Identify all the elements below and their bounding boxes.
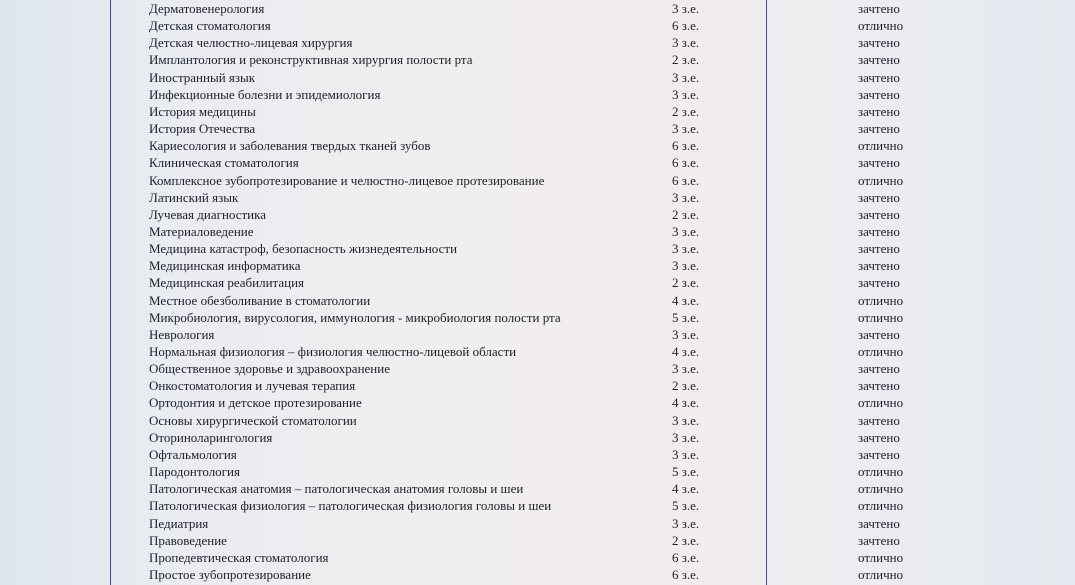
subject-name: Пропедевтическая стоматология bbox=[149, 549, 329, 565]
subject-name: Имплантология и реконструктивная хирургия полости рта bbox=[149, 52, 473, 68]
credit-units: 4 з.е. bbox=[672, 292, 700, 308]
grade: зачтено bbox=[858, 121, 900, 137]
table-row bbox=[0, 515, 1075, 532]
credit-units: 3 з.е. bbox=[672, 189, 700, 205]
subject-name: Микробиология, вирусология, иммунология - микробиология полости рта bbox=[149, 309, 561, 325]
credit-units: 6 з.е. bbox=[672, 18, 700, 34]
table-row bbox=[0, 137, 1075, 154]
credit-units: 4 з.е. bbox=[672, 481, 700, 497]
table-row bbox=[0, 326, 1075, 343]
table-row bbox=[0, 480, 1075, 497]
table-row bbox=[0, 343, 1075, 360]
subject-name: Медицина катастроф, безопасность жизнедеятельности bbox=[149, 241, 458, 257]
subject-name: Материаловедение bbox=[149, 223, 254, 239]
credit-units: 3 з.е. bbox=[672, 446, 700, 462]
subject-name: Лучевая диагностика bbox=[149, 206, 267, 222]
subject-name: Иностранный язык bbox=[149, 69, 256, 85]
table-row bbox=[0, 120, 1075, 137]
table-row bbox=[0, 274, 1075, 291]
grade: отлично bbox=[858, 395, 904, 411]
table-row bbox=[0, 86, 1075, 103]
subject-name: Инфекционные болезни и эпидемиология bbox=[149, 86, 381, 102]
grade: зачтено bbox=[858, 223, 900, 239]
credit-units: 2 з.е. bbox=[672, 378, 700, 394]
credit-units: 2 з.е. bbox=[672, 206, 700, 222]
credit-units: 6 з.е. bbox=[672, 549, 700, 565]
table-row bbox=[0, 532, 1075, 549]
grade: зачтено bbox=[858, 378, 900, 394]
table-row bbox=[0, 497, 1075, 514]
credit-units: 5 з.е. bbox=[672, 498, 700, 514]
table-row bbox=[0, 223, 1075, 240]
subject-name: Пародонтология bbox=[149, 464, 240, 480]
table-row bbox=[0, 292, 1075, 309]
table-row bbox=[0, 172, 1075, 189]
grade: отлично bbox=[858, 172, 904, 188]
credit-units: 3 з.е. bbox=[672, 412, 700, 428]
table-row bbox=[0, 549, 1075, 566]
credit-units: 5 з.е. bbox=[672, 464, 700, 480]
table-row bbox=[0, 189, 1075, 206]
credit-units: 6 з.е. bbox=[672, 566, 700, 582]
table-row bbox=[0, 103, 1075, 120]
credit-units: 3 з.е. bbox=[672, 86, 700, 102]
table-row bbox=[0, 240, 1075, 257]
grade: зачтено bbox=[858, 206, 900, 222]
table-row bbox=[0, 394, 1075, 411]
table-row bbox=[0, 257, 1075, 274]
subject-name: Основы хирургической стоматологии bbox=[149, 412, 357, 428]
subject-name: Медицинская информатика bbox=[149, 258, 301, 274]
grade: зачтено bbox=[858, 258, 900, 274]
grade: зачтено bbox=[858, 532, 900, 548]
subject-name: Латинский язык bbox=[149, 189, 239, 205]
table-row bbox=[0, 69, 1075, 86]
credit-units: 6 з.е. bbox=[672, 138, 700, 154]
credit-units: 2 з.е. bbox=[672, 275, 700, 291]
subject-name: Комплексное зубопротезирование и челюстно-лицевое протезирование bbox=[149, 172, 545, 188]
table-row bbox=[0, 154, 1075, 171]
credit-units: 3 з.е. bbox=[672, 121, 700, 137]
credit-units: 3 з.е. bbox=[672, 1, 700, 16]
grade: зачтено bbox=[858, 103, 900, 119]
credit-units: 2 з.е. bbox=[672, 52, 700, 68]
subject-name: Офтальмология bbox=[149, 446, 237, 462]
table-row bbox=[0, 446, 1075, 463]
grade: отлично bbox=[858, 464, 904, 480]
grade: зачтено bbox=[858, 1, 900, 16]
subject-name: Онкостоматология и лучевая терапия bbox=[149, 378, 356, 394]
grade: отлично bbox=[858, 309, 904, 325]
subject-name: Патологическая анатомия – патологическая анатомия головы и шеи bbox=[149, 481, 524, 497]
credit-units: 5 з.е. bbox=[672, 309, 700, 325]
subject-name: Местное обезболивание в стоматологии bbox=[149, 292, 371, 308]
table-row bbox=[0, 17, 1075, 34]
credit-units: 4 з.е. bbox=[672, 344, 700, 359]
grade: зачтено bbox=[858, 69, 900, 85]
subject-name: Кариесология и заболевания твердых тканей зубов bbox=[149, 138, 431, 154]
credit-units: 4 з.е. bbox=[672, 395, 700, 411]
grade: отлично bbox=[858, 566, 904, 582]
credit-units: 3 з.е. bbox=[672, 69, 700, 85]
grade: отлично bbox=[858, 344, 904, 359]
subject-name: Ортодонтия и детское протезирование bbox=[149, 395, 362, 411]
subject-name: Клиническая стоматология bbox=[149, 155, 299, 171]
grade: отлично bbox=[858, 292, 904, 308]
credit-units: 3 з.е. bbox=[672, 429, 700, 445]
grade: зачтено bbox=[858, 52, 900, 68]
grade: зачтено bbox=[858, 241, 900, 257]
subject-name: Детская челюстно-лицевая хирургия bbox=[149, 35, 353, 51]
credit-units: 2 з.е. bbox=[672, 103, 700, 119]
subject-name: Медицинская реабилитация bbox=[149, 275, 305, 291]
table-row bbox=[0, 51, 1075, 68]
grade: отлично bbox=[858, 549, 904, 565]
subject-name: Нормальная физиология – физиология челюстно-лицевой области bbox=[149, 344, 517, 359]
table-row bbox=[0, 0, 1075, 17]
table-row bbox=[0, 463, 1075, 480]
credit-units: 6 з.е. bbox=[672, 155, 700, 171]
credit-units: 3 з.е. bbox=[672, 326, 700, 342]
subject-name: Правоведение bbox=[149, 532, 227, 548]
subject-name: Простое зубопротезирование bbox=[149, 566, 311, 582]
table-row bbox=[0, 309, 1075, 326]
grade: зачтено bbox=[858, 361, 900, 377]
grade: зачтено bbox=[858, 35, 900, 51]
table-row bbox=[0, 412, 1075, 429]
grade: зачтено bbox=[858, 412, 900, 428]
table-row bbox=[0, 429, 1075, 446]
subject-name: История Отечества bbox=[149, 121, 256, 137]
grade: зачтено bbox=[858, 275, 900, 291]
subject-name: Оториноларингология bbox=[149, 429, 273, 445]
subject-name: Неврология bbox=[149, 326, 215, 342]
subject-name: Детская стоматология bbox=[149, 18, 271, 34]
subject-name: Педиатрия bbox=[149, 515, 209, 531]
grade: отлично bbox=[858, 498, 904, 514]
credit-units: 6 з.е. bbox=[672, 172, 700, 188]
grade: зачтено bbox=[858, 326, 900, 342]
grade: зачтено bbox=[858, 515, 900, 531]
grade: зачтено bbox=[858, 429, 900, 445]
credit-units: 3 з.е. bbox=[672, 35, 700, 51]
credit-units: 3 з.е. bbox=[672, 515, 700, 531]
grade: отлично bbox=[858, 138, 904, 154]
credit-units: 3 з.е. bbox=[672, 258, 700, 274]
grade: отлично bbox=[858, 18, 904, 34]
table-row bbox=[0, 377, 1075, 394]
table-row bbox=[0, 206, 1075, 223]
credit-units: 2 з.е. bbox=[672, 532, 700, 548]
subject-name: Общественное здоровье и здравоохранение bbox=[149, 361, 390, 377]
credit-units: 3 з.е. bbox=[672, 241, 700, 257]
grade: зачтено bbox=[858, 189, 900, 205]
table-row bbox=[0, 360, 1075, 377]
subject-name: Патологическая физиология – патологическая физиология головы и шеи bbox=[149, 498, 552, 514]
table-row bbox=[0, 566, 1075, 583]
credit-units: 3 з.е. bbox=[672, 223, 700, 239]
grade: зачтено bbox=[858, 155, 900, 171]
grade: зачтено bbox=[858, 86, 900, 102]
grade: отлично bbox=[858, 481, 904, 497]
table-row bbox=[0, 34, 1075, 51]
subject-name: Дерматовенерология bbox=[149, 1, 265, 16]
grade: зачтено bbox=[858, 446, 900, 462]
subject-name: История медицины bbox=[149, 103, 256, 119]
credit-units: 3 з.е. bbox=[672, 361, 700, 377]
